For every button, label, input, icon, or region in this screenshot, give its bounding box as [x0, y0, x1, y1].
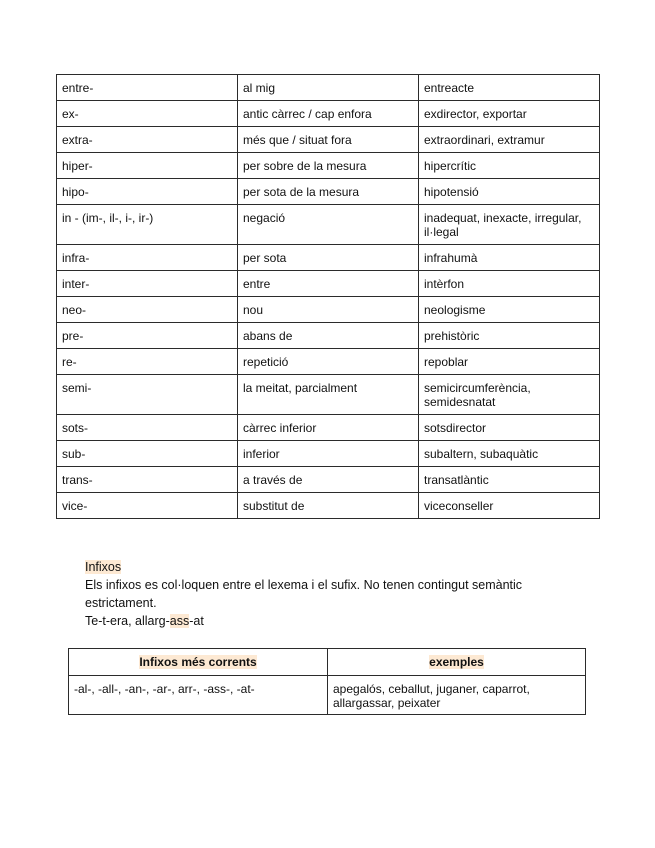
cell-meaning: entre — [238, 271, 419, 297]
cell-prefix: in - (im-, il-, i-, ir-) — [57, 205, 238, 245]
infix-example-highlight: ass — [169, 614, 190, 628]
cell-examples: sotsdirector — [419, 415, 600, 441]
infix-example — [85, 612, 585, 630]
cell-examples: infrahumà — [419, 245, 600, 271]
table-row — [57, 349, 600, 375]
cell-examples: repoblar — [419, 349, 600, 375]
cell-prefix: sub- — [57, 441, 238, 467]
cell-meaning: càrrec inferior — [238, 415, 419, 441]
cell-examples: viceconseller — [419, 493, 600, 519]
table-row — [57, 375, 600, 415]
table-row — [57, 153, 600, 179]
table-row — [57, 467, 600, 493]
cell-prefix: re- — [57, 349, 238, 375]
table-row — [57, 441, 600, 467]
cell-examples: hipotensió — [419, 179, 600, 205]
table-row — [57, 323, 600, 349]
table-row — [57, 415, 600, 441]
cell-examples: exdirector, exportar — [419, 101, 600, 127]
cell-meaning: negació — [238, 205, 419, 245]
cell-examples: transatlàntic — [419, 467, 600, 493]
cell-examples: extraordinari, extramur — [419, 127, 600, 153]
infix-table-header-row — [69, 649, 586, 676]
cell-prefix: hiper- — [57, 153, 238, 179]
table-row — [57, 245, 600, 271]
cell-prefix: hipo- — [57, 179, 238, 205]
cell-prefix: sots- — [57, 415, 238, 441]
table-row — [57, 297, 600, 323]
prefix-table-body — [57, 75, 600, 519]
cell-meaning: per sota — [238, 245, 419, 271]
table-row — [57, 179, 600, 205]
infix-section — [85, 558, 585, 630]
cell-examples: semicircumferència, semidesnatat — [419, 375, 600, 415]
cell-prefix: extra- — [57, 127, 238, 153]
cell-meaning: al mig — [238, 75, 419, 101]
cell-meaning: més que / situat fora — [238, 127, 419, 153]
cell-examples: hipercrític — [419, 153, 600, 179]
cell-prefix: ex- — [57, 101, 238, 127]
infix-cell-examples: apegalós, ceballut, juganer, caparrot, allargassar, peixater — [328, 676, 586, 715]
cell-examples: entreacte — [419, 75, 600, 101]
infix-header-infixes — [69, 649, 328, 676]
cell-meaning: repetició — [238, 349, 419, 375]
table-row — [57, 271, 600, 297]
cell-examples: intèrfon — [419, 271, 600, 297]
cell-meaning: abans de — [238, 323, 419, 349]
infix-example-part2: -at — [189, 614, 204, 628]
cell-prefix: pre- — [57, 323, 238, 349]
cell-meaning: antic càrrec / cap enfora — [238, 101, 419, 127]
infix-header-examples-text: exemples — [429, 655, 484, 669]
infix-table-row — [69, 676, 586, 715]
cell-prefix: vice- — [57, 493, 238, 519]
table-row — [57, 75, 600, 101]
cell-prefix: inter- — [57, 271, 238, 297]
cell-prefix: infra- — [57, 245, 238, 271]
cell-examples: neologisme — [419, 297, 600, 323]
infix-table — [68, 648, 586, 715]
infix-heading — [85, 558, 585, 576]
cell-prefix: trans- — [57, 467, 238, 493]
cell-meaning: inferior — [238, 441, 419, 467]
infix-example-part1: Te-t-era, allarg- — [85, 614, 170, 628]
cell-meaning: per sobre de la mesura — [238, 153, 419, 179]
cell-examples: inadequat, inexacte, irregular, il·legal — [419, 205, 600, 245]
cell-meaning: substitut de — [238, 493, 419, 519]
cell-meaning: la meitat, parcialment — [238, 375, 419, 415]
cell-meaning: nou — [238, 297, 419, 323]
infix-header-infixes-text: Infixos més corrents — [139, 655, 257, 669]
cell-examples: subaltern, subaquàtic — [419, 441, 600, 467]
table-row — [57, 101, 600, 127]
infix-description: Els infixos es col·loquen entre el lexema i el sufix. No tenen contingut semàntic estrictament. — [85, 578, 523, 610]
infix-heading-text: Infixos — [85, 560, 122, 574]
cell-prefix: entre- — [57, 75, 238, 101]
cell-prefix: neo- — [57, 297, 238, 323]
table-row — [57, 127, 600, 153]
table-row — [57, 205, 600, 245]
cell-meaning: per sota de la mesura — [238, 179, 419, 205]
cell-meaning: a través de — [238, 467, 419, 493]
infix-cell-infixes: -al-, -all-, -an-, -ar-, arr-, -ass-, -at- — [69, 676, 328, 715]
prefix-table — [56, 74, 600, 519]
infix-header-examples — [328, 649, 586, 676]
cell-prefix: semi- — [57, 375, 238, 415]
cell-examples: prehistòric — [419, 323, 600, 349]
table-row — [57, 493, 600, 519]
